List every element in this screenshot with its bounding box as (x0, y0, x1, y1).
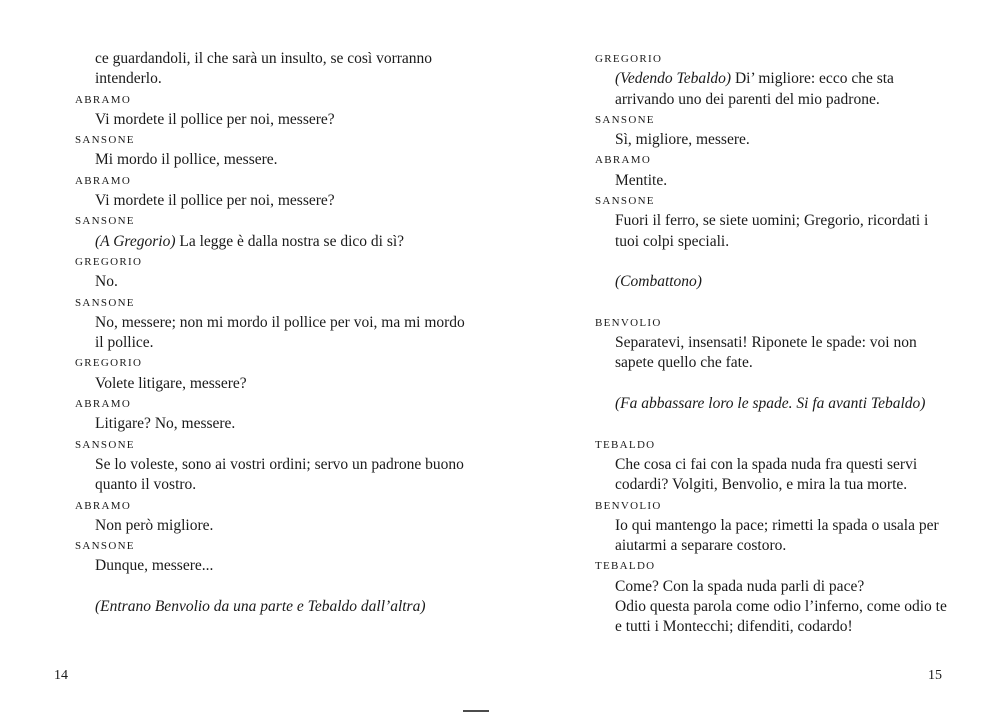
dialogue-line: Non però migliore. (95, 516, 214, 534)
stage-direction: (Combattono) (615, 273, 702, 291)
speaker-label: GREGORIO (595, 53, 663, 65)
dialogue-line: Mentite. (615, 171, 668, 189)
blank-line (595, 414, 951, 434)
speaker-label: SANSONE (75, 215, 135, 228)
page-right-content (595, 49, 951, 638)
blank-line (75, 577, 467, 597)
speaker-label: ABRAMO (75, 174, 132, 187)
page-number-left: 14 (54, 668, 68, 683)
dialogue-line: Come? Con la spada nuda parli di pace? (615, 577, 865, 595)
page-left-content (75, 49, 467, 617)
dialogue-line: Dunque, messere... (95, 557, 214, 575)
inline-stage-direction: (A Gregorio) (95, 232, 180, 250)
dialogue-line: Sì, migliore, messere. (615, 131, 750, 149)
dialogue-line: Litigare? No, messere. (95, 415, 236, 433)
speaker-label: GREGORIO (75, 357, 143, 370)
dialogue-line: Se lo voleste, sono ai vostri ordini; servo un padrone buono quanto il vostro. (95, 455, 464, 494)
speaker-label: BENVOLIO (595, 499, 662, 512)
speaker-label: ABRAMO (75, 499, 132, 512)
speaker-label: SANSONE (75, 540, 135, 553)
dialogue-line: Che cosa ci fai con la spada nuda fra questi servi codardi? Volgiti, Benvolio, e mira la tua morte. (615, 455, 918, 494)
speaker-label: SANSONE (75, 296, 135, 309)
speaker-label: SANSONE (75, 134, 135, 147)
blank-line (595, 293, 951, 313)
blank-line (595, 252, 951, 272)
speaker-label: BENVOLIO (595, 316, 662, 329)
stage-direction: (Entrano Benvolio da una parte e Tebaldo dall’altra) (95, 598, 426, 616)
bottom-rule (463, 710, 489, 712)
dialogue-line: Mi mordo il pollice, messere. (95, 151, 278, 169)
dialogue-line: Separatevi, insensati! Riponete le spade: voi non sapete quello che fate. (615, 334, 917, 372)
dialogue-line: Io qui mantengo la pace; rimetti la spada o usala per aiutarmi a separare costoro. (615, 516, 939, 555)
speaker-label: SANSONE (595, 113, 655, 126)
speaker-label: SANSONE (75, 438, 135, 451)
dialogue-line: Volete litigare, messere? (95, 374, 247, 392)
speaker-label: TEBALDO (595, 438, 656, 451)
dialogue-line: Vi mordete il pollice per noi, messere? (95, 110, 335, 128)
dialogue-line: Vi mordete il pollice per noi, messere? (95, 192, 335, 210)
dialogue-line: No. (95, 273, 118, 291)
speaker-label: ABRAMO (75, 398, 132, 411)
speaker-label: TEBALDO (595, 560, 656, 573)
speaker-label: SANSONE (595, 195, 655, 208)
dialogue-line: Fuori il ferro, se siete uomini; Gregorio, ricordati i tuoi colpi speciali. (615, 212, 929, 250)
inline-stage-direction: (Vedendo Tebaldo) (615, 70, 735, 88)
speaker-label: GREGORIO (75, 255, 143, 268)
speaker-label: ABRAMO (75, 93, 132, 106)
dialogue-line: No, messere; non mi mordo il pollice per voi, ma mi mordo il pollice. (95, 313, 465, 352)
dialogue-line: Odio questa parola come odio l’inferno, come odio te e tutti i Montecchi; difenditi, codardo! (615, 598, 947, 636)
page-number-right: 15 (928, 668, 942, 683)
blank-line (595, 374, 951, 394)
dialogue-line: (Vedendo Tebaldo) Di’ migliore: ecco che sta arrivando uno dei parenti del mio padrone. (615, 70, 894, 108)
dialogue-line: ce guardandoli, il che sarà un insulto, se così vorranno intenderlo. (95, 50, 433, 88)
dialogue-line: (A Gregorio) La legge è dalla nostra se dico di sì? (95, 232, 405, 250)
speaker-label: ABRAMO (595, 154, 652, 167)
stage-direction: (Fa abbassare loro le spade. Si fa avanti Tebaldo) (615, 395, 926, 413)
